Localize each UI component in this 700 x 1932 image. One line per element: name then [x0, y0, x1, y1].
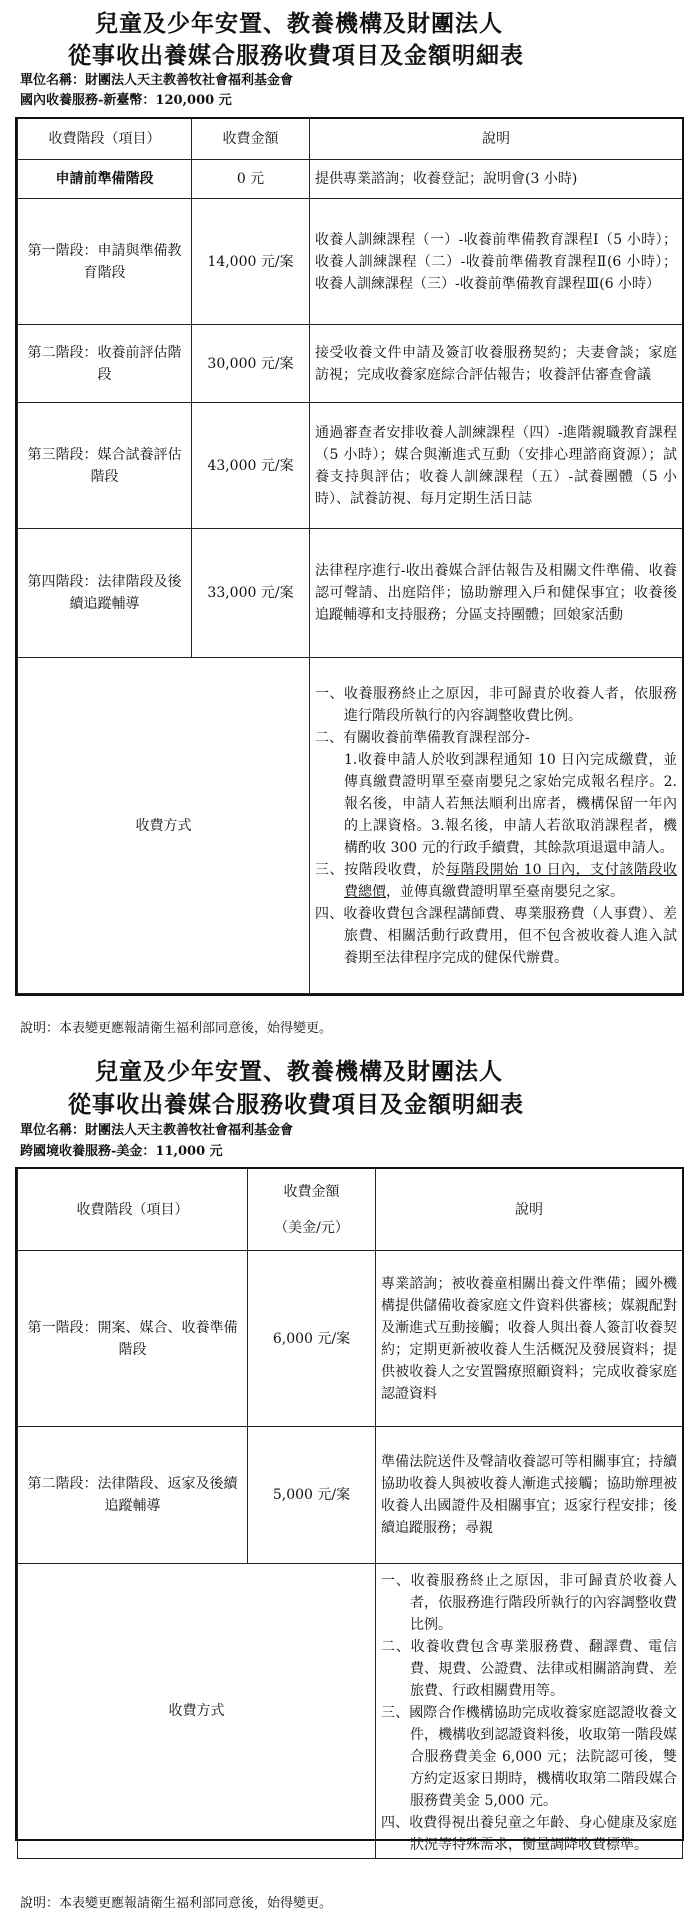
amount-cell: 0 元 [192, 160, 310, 199]
description-cell: 專業諮詢；被收養童相關出養文件準備；國外機構提供儲備收養家庭文件資料供審核；媒親配對及漸進式互動接觸；收養人與出養人簽訂收養契約；定期更新被收養人生活概況及發展資料；提供被收養人之安置醫療照顧資料；完成收養家庭認證資料 [376, 1251, 683, 1427]
stage-cell: 第一階段：申請與準備教育階段 [18, 199, 192, 325]
header-amount-line1: 收費金額 [283, 1183, 340, 1200]
table-row [18, 529, 683, 658]
amount-cell: 30,000 元/案 [192, 325, 310, 403]
table-row [18, 199, 683, 325]
fee-table [17, 1168, 683, 1859]
payment-item-number: 二、 [381, 1639, 411, 1655]
payment-item-1 [315, 683, 677, 727]
table-row [18, 325, 683, 403]
unit-name: 單位名稱：財團法人天主教善牧社會福利基金會 [20, 1123, 294, 1138]
stage-cell: 第四階段：法律階段及後續追蹤輔導 [18, 529, 192, 658]
payment-item-number: 一、 [315, 685, 344, 702]
payment-item-number: 四、 [381, 1815, 410, 1831]
payment-item-4 [381, 1812, 677, 1856]
service-fee-total: 跨國境收養服務-美金：11,000 元 [20, 1144, 223, 1159]
page-title-line1: 兒童及少年安置、教養機構及財團法人 [95, 10, 503, 37]
payment-item-2 [381, 1636, 677, 1702]
header-stage: 收費階段（項目） [18, 119, 192, 160]
payment-item-2-detail: 1.收養申請人於收到課程通知 10 日內完成繳費，並傳真繳費證明單至臺南嬰兒之家始完成報名程序。2.報名後，申請人若無法順利出席者，機構保留一年內的上課資格。3.報名後，申請人若欲取消課程者，機構酌收 300 元的行政手續費，其餘款項退還申請人。 [344, 751, 677, 856]
stage-cell: 第一階段：開案、媒合、收養準備階段 [18, 1251, 248, 1427]
header-amount [248, 1169, 376, 1251]
payment-method-row [18, 658, 683, 994]
payment-item-text: 有關收養前準備教育課程部分- [343, 729, 530, 746]
description-cell: 提供專業諮詢；收養登記；說明會(3 小時) [310, 160, 683, 199]
header-amount: 收費金額 [192, 119, 310, 160]
amount-cell: 6,000 元/案 [248, 1251, 376, 1427]
payment-method-label: 收費方式 [18, 1564, 376, 1859]
page-title-line1: 兒童及少年安置、教養機構及財團法人 [95, 1058, 503, 1085]
header-description: 說明 [310, 119, 683, 160]
payment-item-underlined-text: 每階段開始 10 日內，支付該階段收費總價 [344, 861, 677, 900]
table-header-row [18, 119, 683, 160]
header-description: 說明 [376, 1169, 683, 1251]
description-cell: 準備法院送件及聲請收養認可等相關事宜；持續協助收養人與被收養人漸進式接觸；協助辦理被收養人出國證件及相關事宜；返家行程安排；後續追蹤服務；尋親 [376, 1427, 683, 1564]
payment-item-number: 三、 [315, 861, 345, 878]
stage-cell: 申請前準備階段 [18, 160, 192, 199]
table-row [18, 403, 683, 529]
table-row [18, 160, 683, 199]
description-cell: 通過審查者安排收養人訓練課程（四）-進階親職教育課程（5 小時）；媒合與漸進式互動（安排心理諮商資源）；試養支持與評估；收養人訓練課程（五）-試養團體（5 小時）、試養訪視、每月定期生活日誌 [310, 403, 683, 529]
header-amount-unit: （美金/元） [274, 1219, 349, 1236]
amount-cell: 14,000 元/案 [192, 199, 310, 325]
payment-method-content [310, 658, 683, 994]
payment-item-text: ，並傳真繳費證明單至臺南嬰兒之家。 [386, 883, 624, 900]
table-row [18, 1251, 683, 1427]
description-cell: 法律程序進行-收出養媒合評估報告及相關文件準備、收養認可聲請、出庭陪伴；協助辦理入戶和健保事宜；收養後追蹤輔導和支持服務；分區支持團體；回娘家活動 [310, 529, 683, 658]
payment-method-label: 收費方式 [18, 658, 310, 994]
stage-cell: 第二階段：收養前評估階段 [18, 325, 192, 403]
service-fee-total: 國內收養服務-新臺幣：120,000 元 [20, 93, 232, 108]
payment-item-3 [381, 1702, 677, 1812]
payment-item-2 [315, 727, 677, 749]
payment-item-number: 四、 [315, 905, 344, 922]
unit-name: 單位名稱：財團法人天主教善牧社會福利基金會 [20, 73, 294, 88]
amount-cell: 5,000 元/案 [248, 1427, 376, 1564]
table-header-row [18, 1169, 683, 1251]
footnote: 說明：本表變更應報請衛生福利部同意後，始得變更。 [20, 1896, 333, 1911]
payment-item-1 [381, 1570, 677, 1636]
stage-cell: 第二階段：法律階段、返家及後續追蹤輔導 [18, 1427, 248, 1564]
description-cell: 收養人訓練課程（一）-收養前準備教育課程Ⅰ（5 小時）；收養人訓練課程（二）-收養前準備教育課程Ⅱ(6 小時）；收養人訓練課程（三）-收養前準備教育課程Ⅲ(6 小時） [310, 199, 683, 325]
page-title-line2: 從事收出養媒合服務收費項目及金額明細表 [68, 42, 524, 69]
payment-item-text: 收養收費包含專業服務費、翻譯費、電信費、規費、公證費、法律或相關諮詢費、差旅費、行政相關費用等。 [410, 1639, 678, 1699]
payment-item-number: 二、 [315, 729, 343, 746]
payment-item-text: 國際合作機構協助完成收養家庭認證收養文件，機構收到認證資料後，收取第一階段媒合服務費美金 6,000 元；法院認可後，雙方約定返家日期時，機構收取第二階段媒合服務費美金 5,000 元。 [409, 1705, 678, 1809]
stage-cell: 第三階段：媒合試養評估階段 [18, 403, 192, 529]
payment-item-number: 一、 [381, 1573, 411, 1589]
payment-item-text: 收養服務終止之原因，非可歸責於收養人者，依服務進行階段所執行的內容調整收費比例。 [410, 1573, 678, 1633]
payment-item-3 [315, 859, 677, 903]
amount-cell: 33,000 元/案 [192, 529, 310, 658]
payment-item-text: 收養服務終止之原因，非可歸責於收養人者，依服務進行階段所執行的內容調整收費比例。 [344, 685, 677, 724]
description-cell: 接受收養文件申請及簽訂收養服務契約；夫妻會談；家庭訪視；完成收養家庭綜合評估報告；收養評估審查會議 [310, 325, 683, 403]
footnote: 說明：本表變更應報請衛生福利部同意後，始得變更。 [20, 1021, 333, 1036]
payment-item-number: 三、 [381, 1705, 410, 1721]
payment-method-row [18, 1564, 683, 1859]
payment-item-text: 按階段收費，於 [344, 861, 446, 878]
table-row [18, 1427, 683, 1564]
payment-item-text: 收養收費包含課程講師費、專業服務費（人事費）、差旅費、相關活動行政費用，但不包含被收養人進入試養期至法律程序完成的健保代辦費。 [343, 905, 678, 966]
amount-cell: 43,000 元/案 [192, 403, 310, 529]
fee-table [17, 118, 683, 994]
payment-item-4 [315, 903, 677, 969]
header-stage: 收費階段（項目） [18, 1169, 248, 1251]
page-title-line2: 從事收出養媒合服務收費項目及金額明細表 [68, 1091, 524, 1118]
payment-item-text: 收費得視出養兒童之年齡、身心健康及家庭狀況等特殊需求，衡量調降收費標準。 [409, 1815, 678, 1853]
payment-method-content [376, 1564, 683, 1859]
